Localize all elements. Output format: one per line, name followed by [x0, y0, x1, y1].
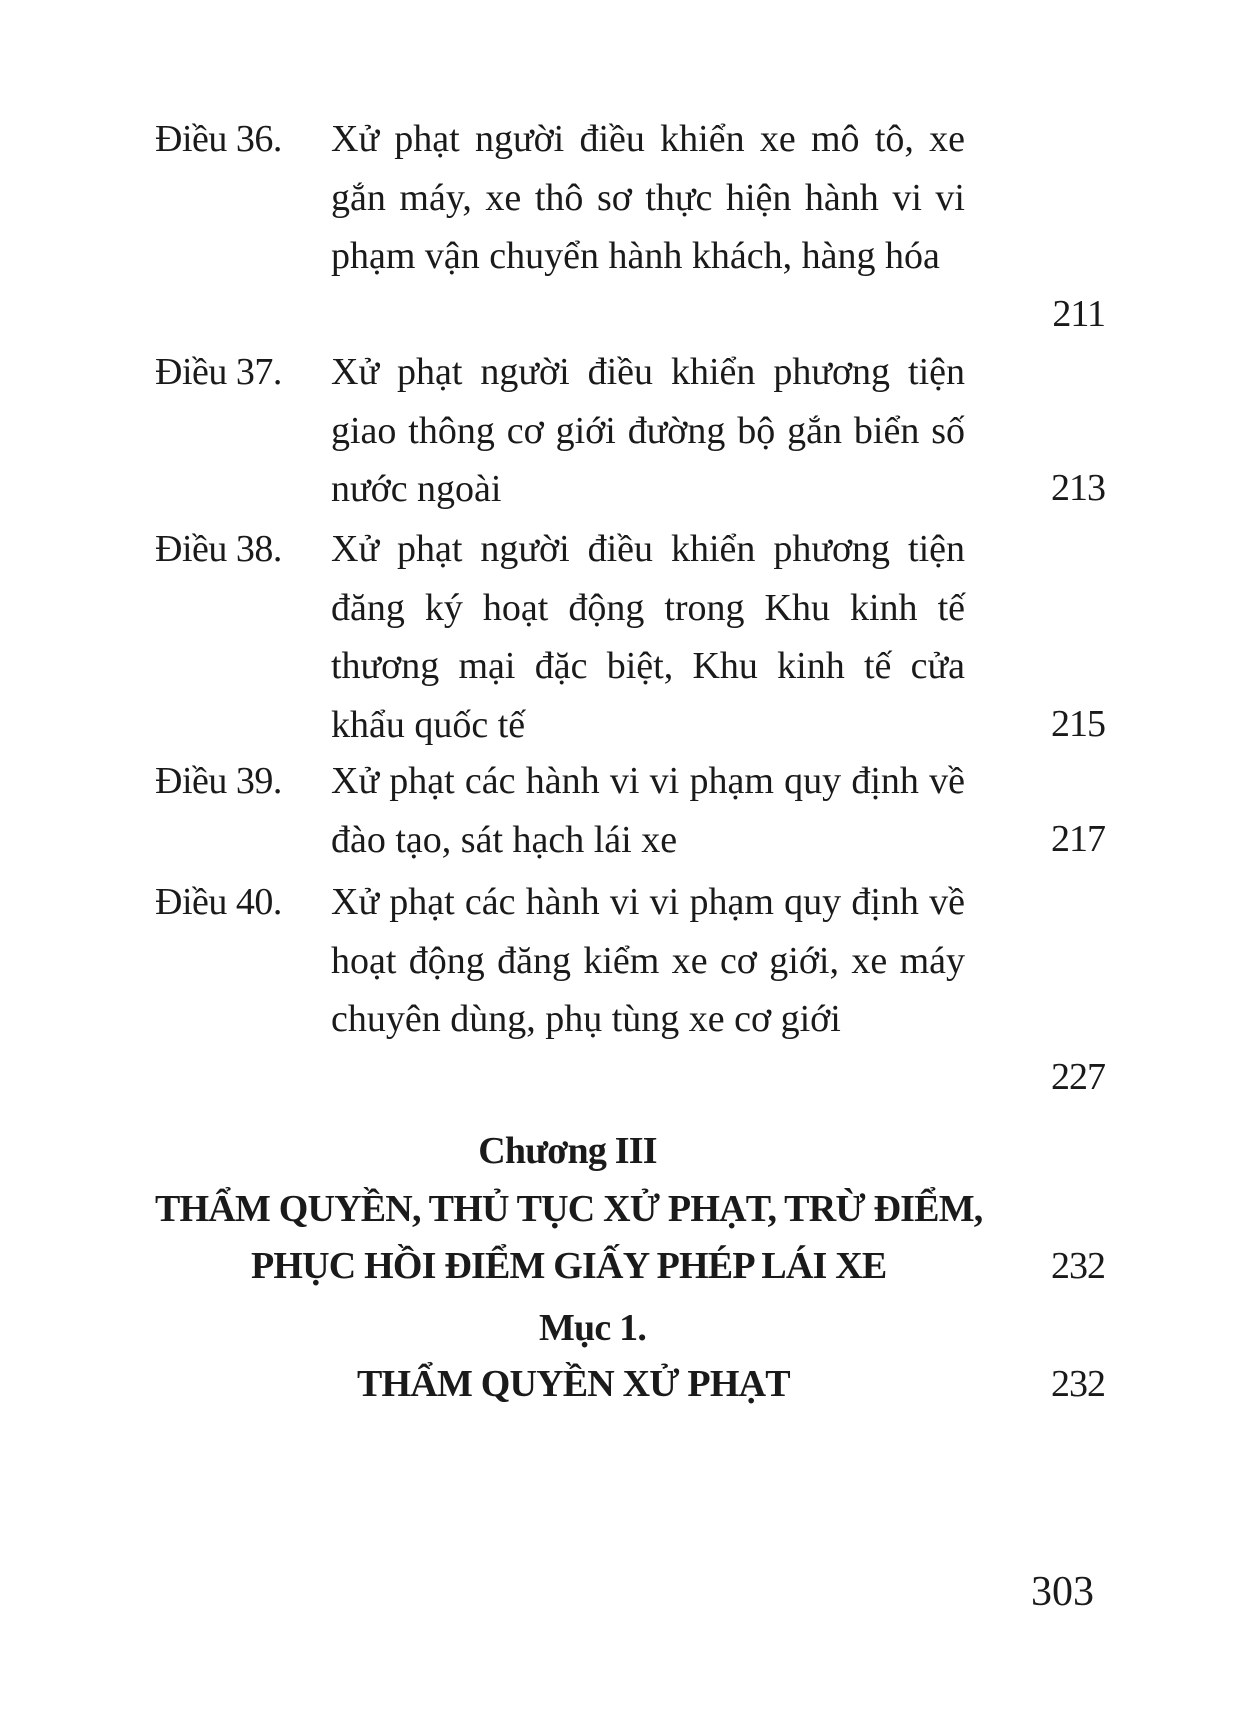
- section-title: THẨM QUYỀN XỬ PHẠT: [357, 1363, 790, 1405]
- toc-entry-article-40: [155, 873, 1105, 1109]
- chapter-page-ref: 232: [1051, 1245, 1105, 1287]
- chapter-title-line-2: PHỤC HỒI ĐIỂM GIẤY PHÉP LÁI XE: [251, 1245, 887, 1287]
- article-number: Điều 36.: [155, 118, 282, 160]
- page-number: 303: [1031, 1569, 1094, 1615]
- article-page-ref: 217: [1051, 818, 1105, 860]
- article-title: Xử phạt người điều khiển xe mô tô, xe gắn máy, xe thô sơ thực hiện hành vi vi phạm vận chuyển hành khách, hàng hóa: [331, 118, 965, 277]
- article-title: Xử phạt người điều khiển phương tiện đăng ký hoạt động trong Khu kinh tế thương mại đặc biệt, Khu kinh tế cửa khẩu quốc tế: [331, 528, 965, 746]
- article-page-ref: 227: [1051, 1056, 1105, 1098]
- article-number: Điều 38.: [155, 528, 282, 570]
- toc-entry-article-39: [155, 752, 1105, 870]
- section-label: Mục 1.: [538, 1307, 647, 1349]
- article-number: Điều 39.: [155, 760, 282, 802]
- article-page-ref: 211: [1052, 293, 1105, 335]
- article-number: Điều 40.: [155, 881, 282, 923]
- chapter-label: Chương III: [478, 1130, 657, 1172]
- article-title: Xử phạt các hành vi vi phạm quy định về hoạt động đăng kiểm xe cơ giới, xe máy chuyên dùng, phụ tùng xe cơ giới: [331, 881, 965, 1040]
- section-page-ref: 232: [1051, 1363, 1105, 1405]
- chapter-title-line-1: THẨM QUYỀN, THỦ TỤC XỬ PHẠT, TRỪ ĐIỂM,: [155, 1188, 983, 1230]
- toc-entry-article-36: [155, 110, 1105, 346]
- article-number: Điều 37.: [155, 351, 282, 393]
- article-page-ref: 213: [1051, 467, 1105, 509]
- toc-entry-article-38: [155, 520, 1105, 756]
- article-title: Xử phạt người điều khiển phương tiện giao thông cơ giới đường bộ gắn biển số nước ngoài: [331, 351, 965, 510]
- article-title: Xử phạt các hành vi vi phạm quy định về đào tạo, sát hạch lái xe: [331, 760, 965, 861]
- article-page-ref: 215: [1051, 703, 1105, 745]
- toc-entry-article-37: [155, 343, 1105, 519]
